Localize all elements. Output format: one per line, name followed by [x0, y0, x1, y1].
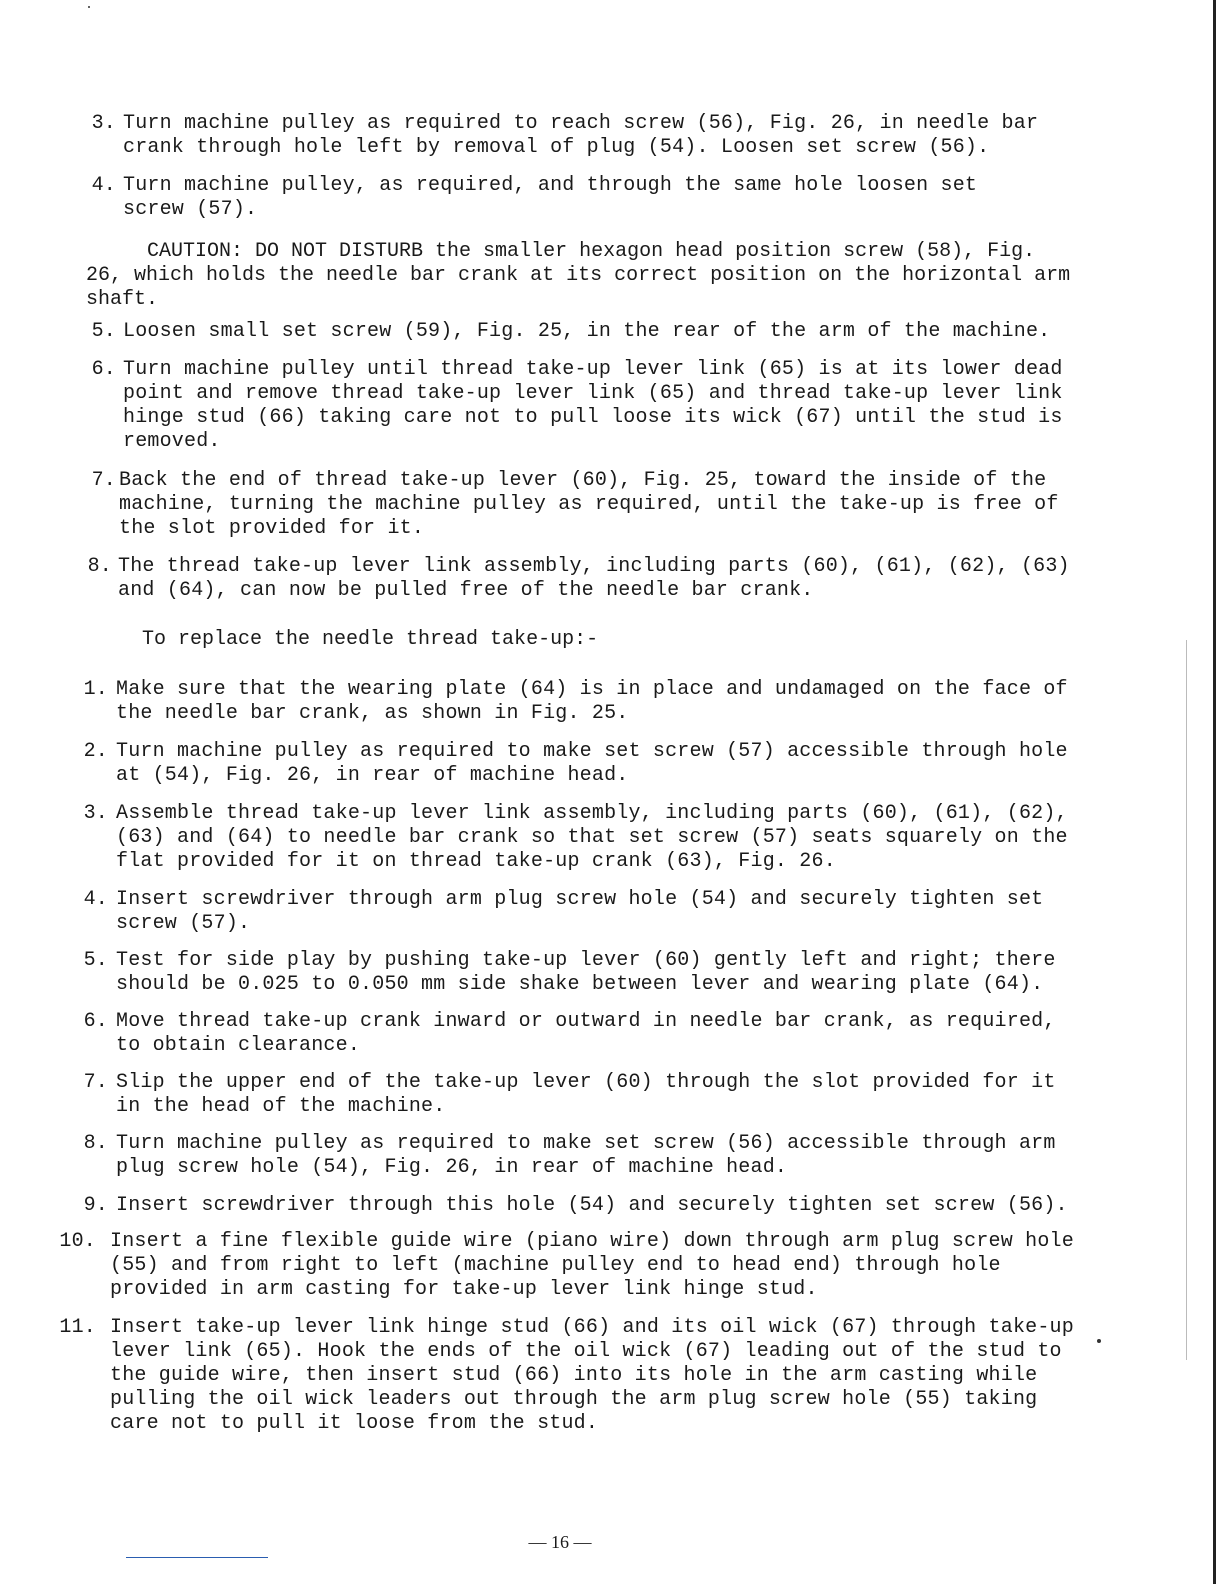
list-item [78, 1010, 1082, 1058]
list-item [82, 555, 1082, 603]
step-text: Move thread take-up crank inward or outward in needle bar crank, as required, to obtain clearance. [116, 1010, 1056, 1057]
list-item [86, 358, 1076, 454]
step-number: 5. [83, 949, 108, 972]
list-item [86, 469, 1076, 541]
list-item [78, 802, 1082, 874]
step-number: 10. [59, 1230, 96, 1253]
list-item [56, 1230, 1082, 1302]
step-text: Test for side play by pushing take-up lever (60) gently left and right; there should be 0.025 to 0.050 mm side shake between lever and wearing plate (64). [116, 949, 1056, 996]
step-number: 4. [83, 888, 108, 911]
step-number: 11. [59, 1316, 96, 1339]
step-text: The thread take-up lever link assembly, including parts (60), (61), (62), (63) and (64), can now be pulled free of the needle bar crank. [118, 555, 1070, 602]
list-item [78, 740, 1082, 788]
list-item [86, 174, 1076, 222]
step-text: Turn machine pulley until thread take-up lever link (65) is at its lower dead point and remove thread take-up lever link (65) and thread take-up lever link hinge stud (66) taking care not to pull loose its wick (67) until the stud is removed. [123, 358, 1063, 453]
list-item [86, 320, 1076, 344]
step-number: 6. [91, 358, 116, 381]
step-text: Insert screwdriver through arm plug screw hole (54) and securely tighten set screw (57). [116, 888, 1044, 935]
list-item [56, 1316, 1082, 1436]
step-text: Turn machine pulley as required to make set screw (57) accessible through hole at (54), Fig. 26, in rear of machine head. [116, 740, 1068, 787]
step-text: Insert take-up lever link hinge stud (66) and its oil wick (67) through take-up lever link (65). Hook the ends of the oil wick (67) leading out of the stud to the guide wire, then insert stud (66) into its hole in the arm casting while pulling the oil wick leaders out through the arm plug screw hole (55) taking care not to pull it loose from the stud. [110, 1316, 1074, 1435]
step-number: 3. [91, 112, 116, 135]
step-text: Slip the upper end of the take-up lever (60) through the slot provided for it in the head of the machine. [116, 1071, 1056, 1118]
step-text: Turn machine pulley, as required, and through the same hole loosen set screw (57). [123, 174, 978, 221]
list-item [78, 1194, 1082, 1218]
step-number: 1. [83, 678, 108, 701]
list-item [78, 1071, 1082, 1119]
step-number: 8. [83, 1132, 108, 1155]
step-text: Insert a fine flexible guide wire (piano wire) down through arm plug screw hole (55) and from right to left (machine pulley end to head end) through hole provided in arm casting for take-up lever link hinge stud. [110, 1230, 1074, 1301]
list-item [86, 112, 1076, 160]
step-number: 3. [83, 802, 108, 825]
step-number: 7. [83, 1071, 108, 1094]
step-number: 7. [91, 469, 116, 492]
step-text: Back the end of thread take-up lever (60), Fig. 25, toward the inside of the machine, turning the machine pulley as required, until the take-up is free of the slot provided for it. [119, 469, 1059, 540]
page-number: — 16 — [528, 1532, 592, 1552]
scan-speck [1097, 1339, 1101, 1343]
step-number: 9. [83, 1194, 108, 1217]
step-text: Insert screwdriver through this hole (54) and securely tighten set screw (56). [116, 1194, 1068, 1217]
step-text: Make sure that the wearing plate (64) is in place and undamaged on the face of the needle bar crank, as shown in Fig. 25. [116, 678, 1068, 725]
footer-rule [126, 1557, 268, 1558]
step-text: Turn machine pulley as required to make set screw (56) accessible through arm plug screw hole (54), Fig. 26, in rear of machine head. [116, 1132, 1056, 1179]
list-item [78, 949, 1082, 997]
step-text: Loosen small set screw (59), Fig. 25, in the rear of the arm of the machine. [123, 320, 1051, 343]
step-text: Turn machine pulley as required to reach screw (56), Fig. 26, in needle bar crank through hole left by removal of plug (54). Loosen set screw (56). [123, 112, 1039, 159]
page-edge-scan-line [1213, 0, 1216, 1584]
step-number: 4. [91, 174, 116, 197]
step-number: 2. [83, 740, 108, 763]
step-number: 8. [87, 555, 112, 578]
list-item [78, 678, 1082, 726]
step-number: 6. [83, 1010, 108, 1033]
list-item [78, 888, 1082, 936]
caution-note: CAUTION: DO NOT DISTURB the smaller hexagon head position screw (58), Fig. 26, which holds the needle bar crank at its correct position on the horizontal arm shaft. [86, 240, 1071, 311]
page-edge-faint-line [1186, 640, 1187, 1360]
step-number: 5. [91, 320, 116, 343]
scan-speck [88, 6, 90, 8]
list-item [78, 1132, 1082, 1180]
step-text: Assemble thread take-up lever link assembly, including parts (60), (61), (62), (63) and (64) to needle bar crank so that set screw (57) seats squarely on the flat provided for it on thread take-up crank (63), Fig. 26. [116, 802, 1068, 873]
replace-heading: To replace the needle thread take-up:- [142, 628, 599, 651]
